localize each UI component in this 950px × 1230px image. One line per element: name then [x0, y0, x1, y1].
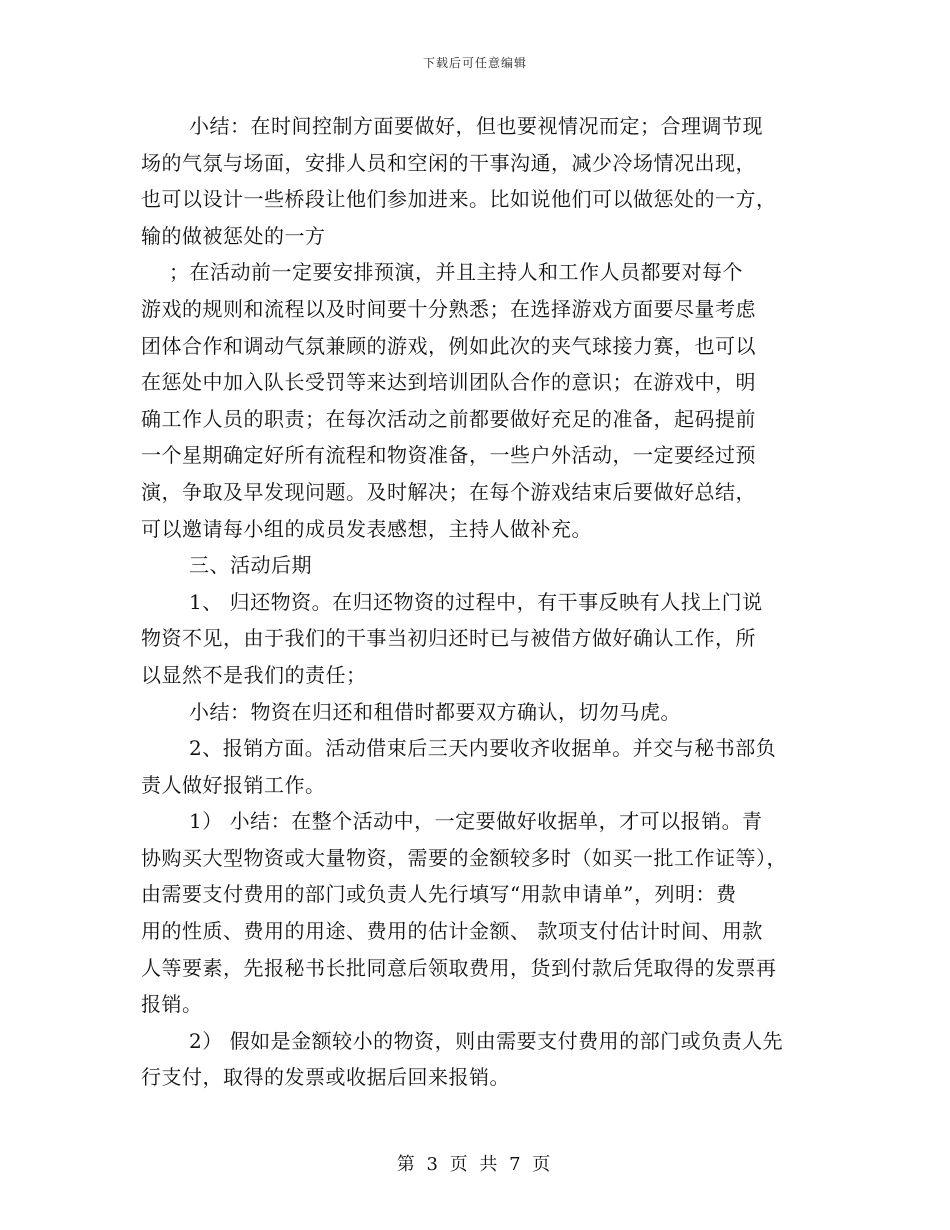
text-line: 小结：在时间控制方面要做好，但也要视情况而定；合理调节现	[189, 114, 763, 138]
text-line: 场的气氛与场面，安排人员和空闲的干事沟通，减少冷场情况出现，	[141, 150, 756, 175]
text-line: 1） 小结：在整个活动中，一定要做好收据单，才可以报销。青	[189, 809, 763, 834]
text-line: 由需要支付费用的部门或负责人先行填写“用款申请单”，列明：费	[141, 882, 737, 907]
text-line: 确工作人员的职责；在每次活动之前都要做好充足的准备，起码提前	[141, 406, 756, 431]
text-line: 小结：物资在归还和租借时都要双方确认，切勿马虎。	[189, 699, 681, 724]
page-number: 第 3 页 共 7 页	[396, 1154, 554, 1175]
page-header-note: 下载后可任意编辑	[422, 56, 527, 70]
text-line: ；在活动前一定要安排预演，并且主持人和工作人员都要对每个	[169, 260, 743, 285]
text-line: 行支付，取得的发票或收据后回来报销。	[141, 1065, 510, 1090]
text-line: 2） 假如是金额较小的物资，则由需要支付费用的部门或负责人先	[189, 1028, 784, 1053]
text-line: 人等要素，先报秘书长批同意后领取费用，货到付款后凭取得的发票再	[141, 955, 777, 980]
text-line: 报销。	[141, 992, 203, 1017]
text-line: 游戏的规则和流程以及时间要十分熟悉；在选择游戏方面要尽量考虑	[141, 296, 756, 321]
text-line: 可以邀请每小组的成员发表感想，主持人做补充。	[141, 516, 592, 541]
text-line: 2、报销方面。活动借束后三天内要收齐收据单。并交与秘书部负	[189, 736, 777, 761]
text-line: 用的性质、费用的用途、费用的估计金额、 款项支付估计时间、用款	[141, 919, 763, 944]
document-body	[141, 108, 813, 1096]
text-line: 在惩处中加入队长受罚等来达到培训团队合作的意识；在游戏中，明	[141, 370, 756, 395]
text-line: 物资不见，由于我们的干事当初归还时已与被借方做好确认工作，所	[141, 626, 756, 651]
text-line: 也可以设计一些桥段让他们参加进来。比如说他们可以做惩处的一方，	[141, 187, 777, 212]
text-line: 协购买大型物资或大量物资，需要的金额较多时（如买一批工作证等），	[141, 845, 787, 870]
text-line: 以显然不是我们的责任；	[141, 662, 367, 687]
text-line: 责人做好报销工作。	[141, 772, 326, 797]
text-line: 1、 归还物资。在归还物资的过程中，有干事反映有人找上门说	[189, 589, 763, 614]
text-line: 输的做被惩处的一方	[141, 223, 326, 248]
section-heading: 三、活动后期	[189, 553, 312, 578]
text-line: 一个星期确定好所有流程和物资准备，一些户外活动，一定要经过预	[141, 443, 756, 468]
text-line: 演，争取及早发现问题。及时解决；在每个游戏结束后要做好总结，	[141, 479, 756, 504]
text-line: 团体合作和调动气氛兼顾的游戏，例如此次的夹气球接力赛，也可以	[141, 333, 756, 358]
